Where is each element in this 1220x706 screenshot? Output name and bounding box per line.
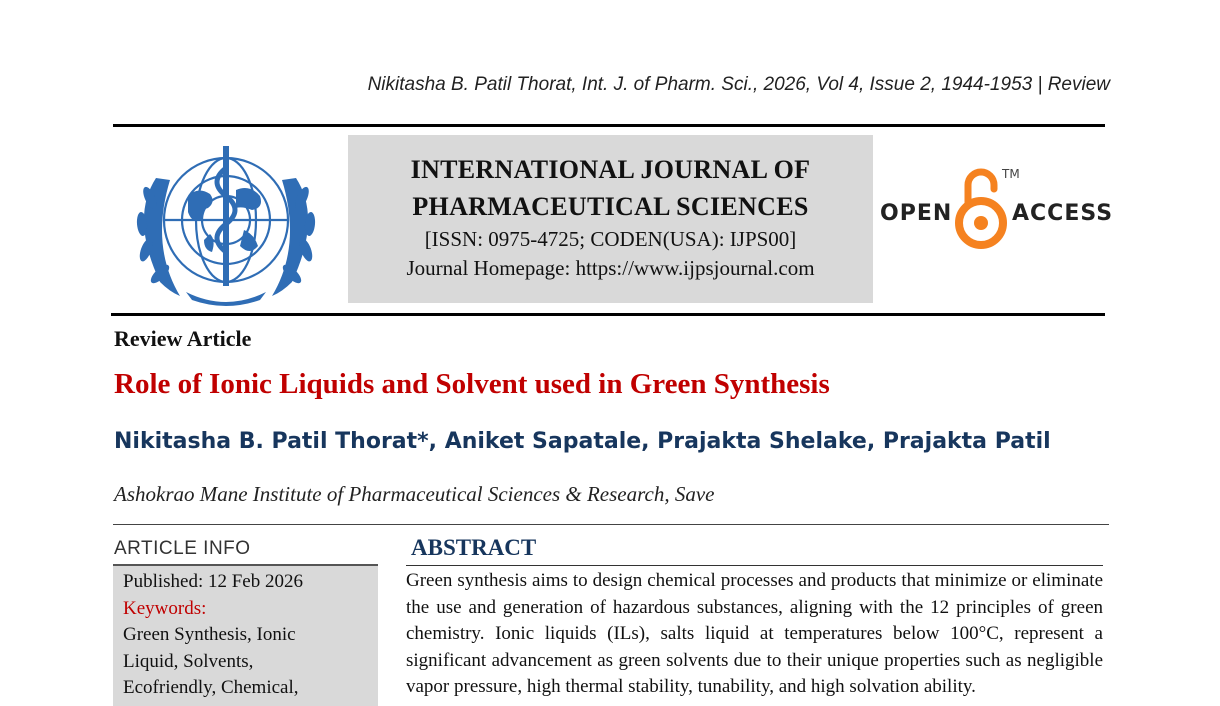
open-access-open-text: OPEN <box>880 201 953 226</box>
open-access-logo <box>880 165 1114 255</box>
abstract-heading: ABSTRACT <box>411 535 537 560</box>
top-rule <box>113 124 1105 127</box>
abstract-text: Green synthesis aims to design chemical processes and products that minimize or eliminate the use and generation of hazardous substances, aligning with the 12 principles of green chemistry. Ionic liquids (ILs), salts liquid at temperatures below 100°C, represent a significant advancement as green solvents due to their unique properties such as negligible vapor pressure, high thermal stability, tunability, and high solvation ability. <box>406 570 1103 697</box>
keywords-line: Ecofriendly, Chemical, <box>123 677 299 698</box>
article-title: Role of Ionic Liquids and Solvent used in Green Synthesis <box>114 368 830 400</box>
article-info-box <box>113 566 378 706</box>
keywords-label: Keywords: <box>123 597 207 619</box>
published-date: Published: 12 Feb 2026 <box>123 571 303 592</box>
trademark-mark: TM <box>1002 167 1020 181</box>
journal-masthead <box>348 135 873 303</box>
who-emblem-logo <box>126 138 326 306</box>
section-divider <box>113 524 1109 525</box>
masthead-bottom-rule <box>111 313 1105 316</box>
citation-header: Nikitasha B. Patil Thorat, Int. J. of Pharm. Sci., 2026, Vol 4, Issue 2, 1944-1953 | Review <box>367 74 1110 95</box>
open-lock-icon <box>954 165 1008 253</box>
article-affiliation: Ashokrao Mane Institute of Pharmaceutical Sciences & Research, Save <box>114 482 715 506</box>
keywords-line: Liquid, Solvents, <box>123 650 254 672</box>
open-access-access-text: ACCESS <box>1012 201 1114 226</box>
keywords-line: Green Synthesis, Ionic <box>123 624 296 645</box>
journal-issn: [ISSN: 0975-4725; CODEN(USA): IJPS00] <box>424 227 797 251</box>
journal-name-line2: PHARMACEUTICAL SCIENCES <box>412 192 809 221</box>
article-type: Review Article <box>114 326 252 351</box>
journal-name-line1: INTERNATIONAL JOURNAL OF <box>410 155 811 184</box>
article-info-heading: ARTICLE INFO <box>114 538 251 559</box>
article-authors: Nikitasha B. Patil Thorat*, Aniket Sapatale, Prajakta Shelake, Prajakta Patil <box>114 429 1051 454</box>
abstract-rule <box>406 565 1103 566</box>
journal-homepage[interactable]: Journal Homepage: https://www.ijpsjournal.com <box>406 256 815 280</box>
